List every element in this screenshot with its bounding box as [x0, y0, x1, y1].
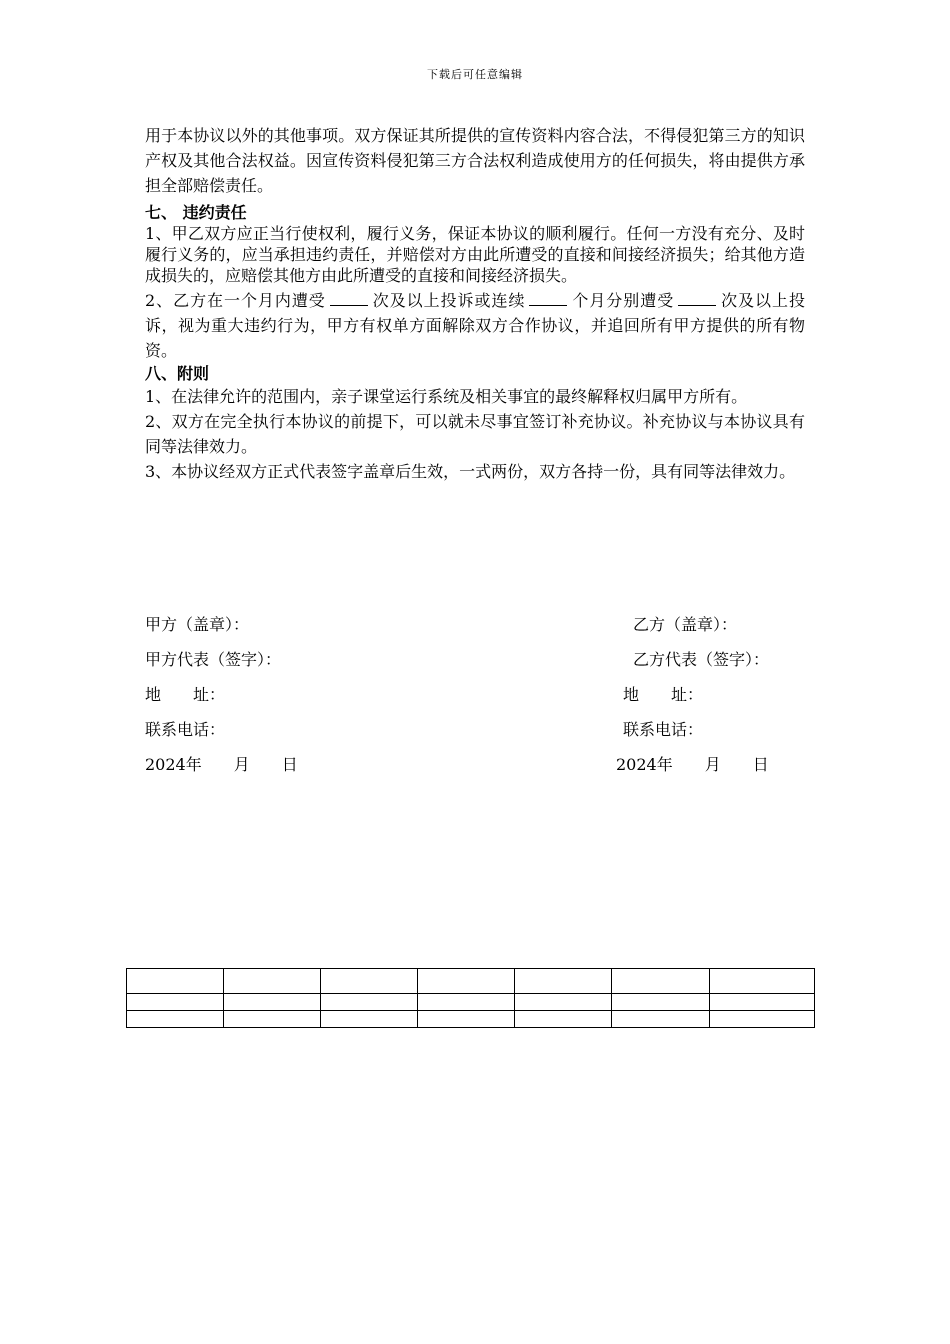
section-7-item-2-part-b: 次及以上投诉或连续 — [371, 291, 526, 310]
section-7-item-2-part-c: 个月分别遭受 — [571, 291, 675, 310]
table-cell[interactable] — [515, 994, 612, 1011]
table-cell[interactable] — [418, 1011, 515, 1028]
section-8-title: 八、附则 — [145, 364, 210, 383]
table-cell[interactable] — [224, 969, 321, 994]
document-body — [145, 123, 805, 484]
party-a-rep-label: 甲方代表（签字）： — [145, 650, 282, 669]
party-b-rep-label: 乙方代表（签字）： — [633, 650, 770, 669]
table-cell[interactable] — [710, 994, 815, 1011]
section-7-item-2-part-a: 2、乙方在一个月内遭受 — [145, 291, 326, 310]
party-b-phone-label: 联系电话： — [623, 720, 704, 739]
table-cell[interactable] — [127, 1011, 224, 1028]
intro-paragraph: 用于本协议以外的其他事项。双方保证其所提供的宣传资料内容合法，不得侵犯第三方的知识产权及其他合法权益。因宣传资料侵犯第三方合法权利造成使用方的任何损失，将由提供方承担全部赔偿责任。 — [145, 126, 805, 195]
section-7-item-1: 1、甲乙双方应正当行使权利，履行义务，保证本协议的顺利履行。任何一方没有充分、及时履行义务的，应当承担违约责任，并赔偿对方由此所遭受的直接和间接经济损失；给其他方造成损失的，应赔偿其他方由此所遭受的直接和间接经济损失。 — [145, 224, 805, 285]
table-cell[interactable] — [224, 1011, 321, 1028]
table-row — [127, 1011, 815, 1028]
table-row — [127, 969, 815, 994]
section-7-title: 七、 违约责任 — [145, 203, 247, 222]
table-cell[interactable] — [612, 969, 710, 994]
section-8-item-3: 3、本协议经双方正式代表签字盖章后生效，一式两份，双方各持一份，具有同等法律效力。 — [145, 462, 796, 481]
party-a-phone-label: 联系电话： — [145, 720, 226, 739]
section-8-item-1: 1、在法律允许的范围内，亲子课堂运行系统及相关事宜的最终解释权归属甲方所有。 — [145, 387, 748, 406]
table-cell[interactable] — [321, 994, 418, 1011]
table-cell[interactable] — [710, 1011, 815, 1028]
party-a-seal-label: 甲方（盖章）： — [145, 615, 250, 634]
party-b-date-label: 2024年 月 日 — [616, 755, 769, 774]
table-cell[interactable] — [612, 994, 710, 1011]
party-a-date-label: 2024年 月 日 — [145, 755, 298, 774]
party-b-address-label: 地 址： — [623, 685, 704, 704]
table-cell[interactable] — [418, 969, 515, 994]
table-cell[interactable] — [612, 1011, 710, 1028]
section-7-item-2-part-d: 次及以上投诉，视为重大违约行为，甲方有权单方面解除双方合作协议，并追回所有甲方提供的所有物资。 — [145, 291, 805, 360]
blank-monthly-complaints[interactable] — [678, 291, 716, 306]
page-header-note: 下载后可任意编辑 — [427, 68, 523, 81]
table-cell[interactable] — [515, 969, 612, 994]
table-cell[interactable] — [321, 969, 418, 994]
empty-form-table — [126, 968, 815, 1028]
table-cell[interactable] — [127, 994, 224, 1011]
blank-complaints-count[interactable] — [330, 291, 368, 306]
section-8-item-2: 2、双方在完全执行本协议的前提下，可以就未尽事宜签订补充协议。补充协议与本协议具有同等法律效力。 — [145, 412, 805, 456]
section-7-item-2 — [145, 288, 805, 363]
table-row — [127, 994, 815, 1011]
table-cell[interactable] — [515, 1011, 612, 1028]
party-a-address-label: 地 址： — [145, 685, 226, 704]
table-cell[interactable] — [224, 994, 321, 1011]
table-cell[interactable] — [321, 1011, 418, 1028]
table-cell[interactable] — [418, 994, 515, 1011]
table-cell[interactable] — [710, 969, 815, 994]
party-b-seal-label: 乙方（盖章）： — [633, 615, 738, 634]
table-cell[interactable] — [127, 969, 224, 994]
blank-months-count[interactable] — [529, 291, 567, 306]
